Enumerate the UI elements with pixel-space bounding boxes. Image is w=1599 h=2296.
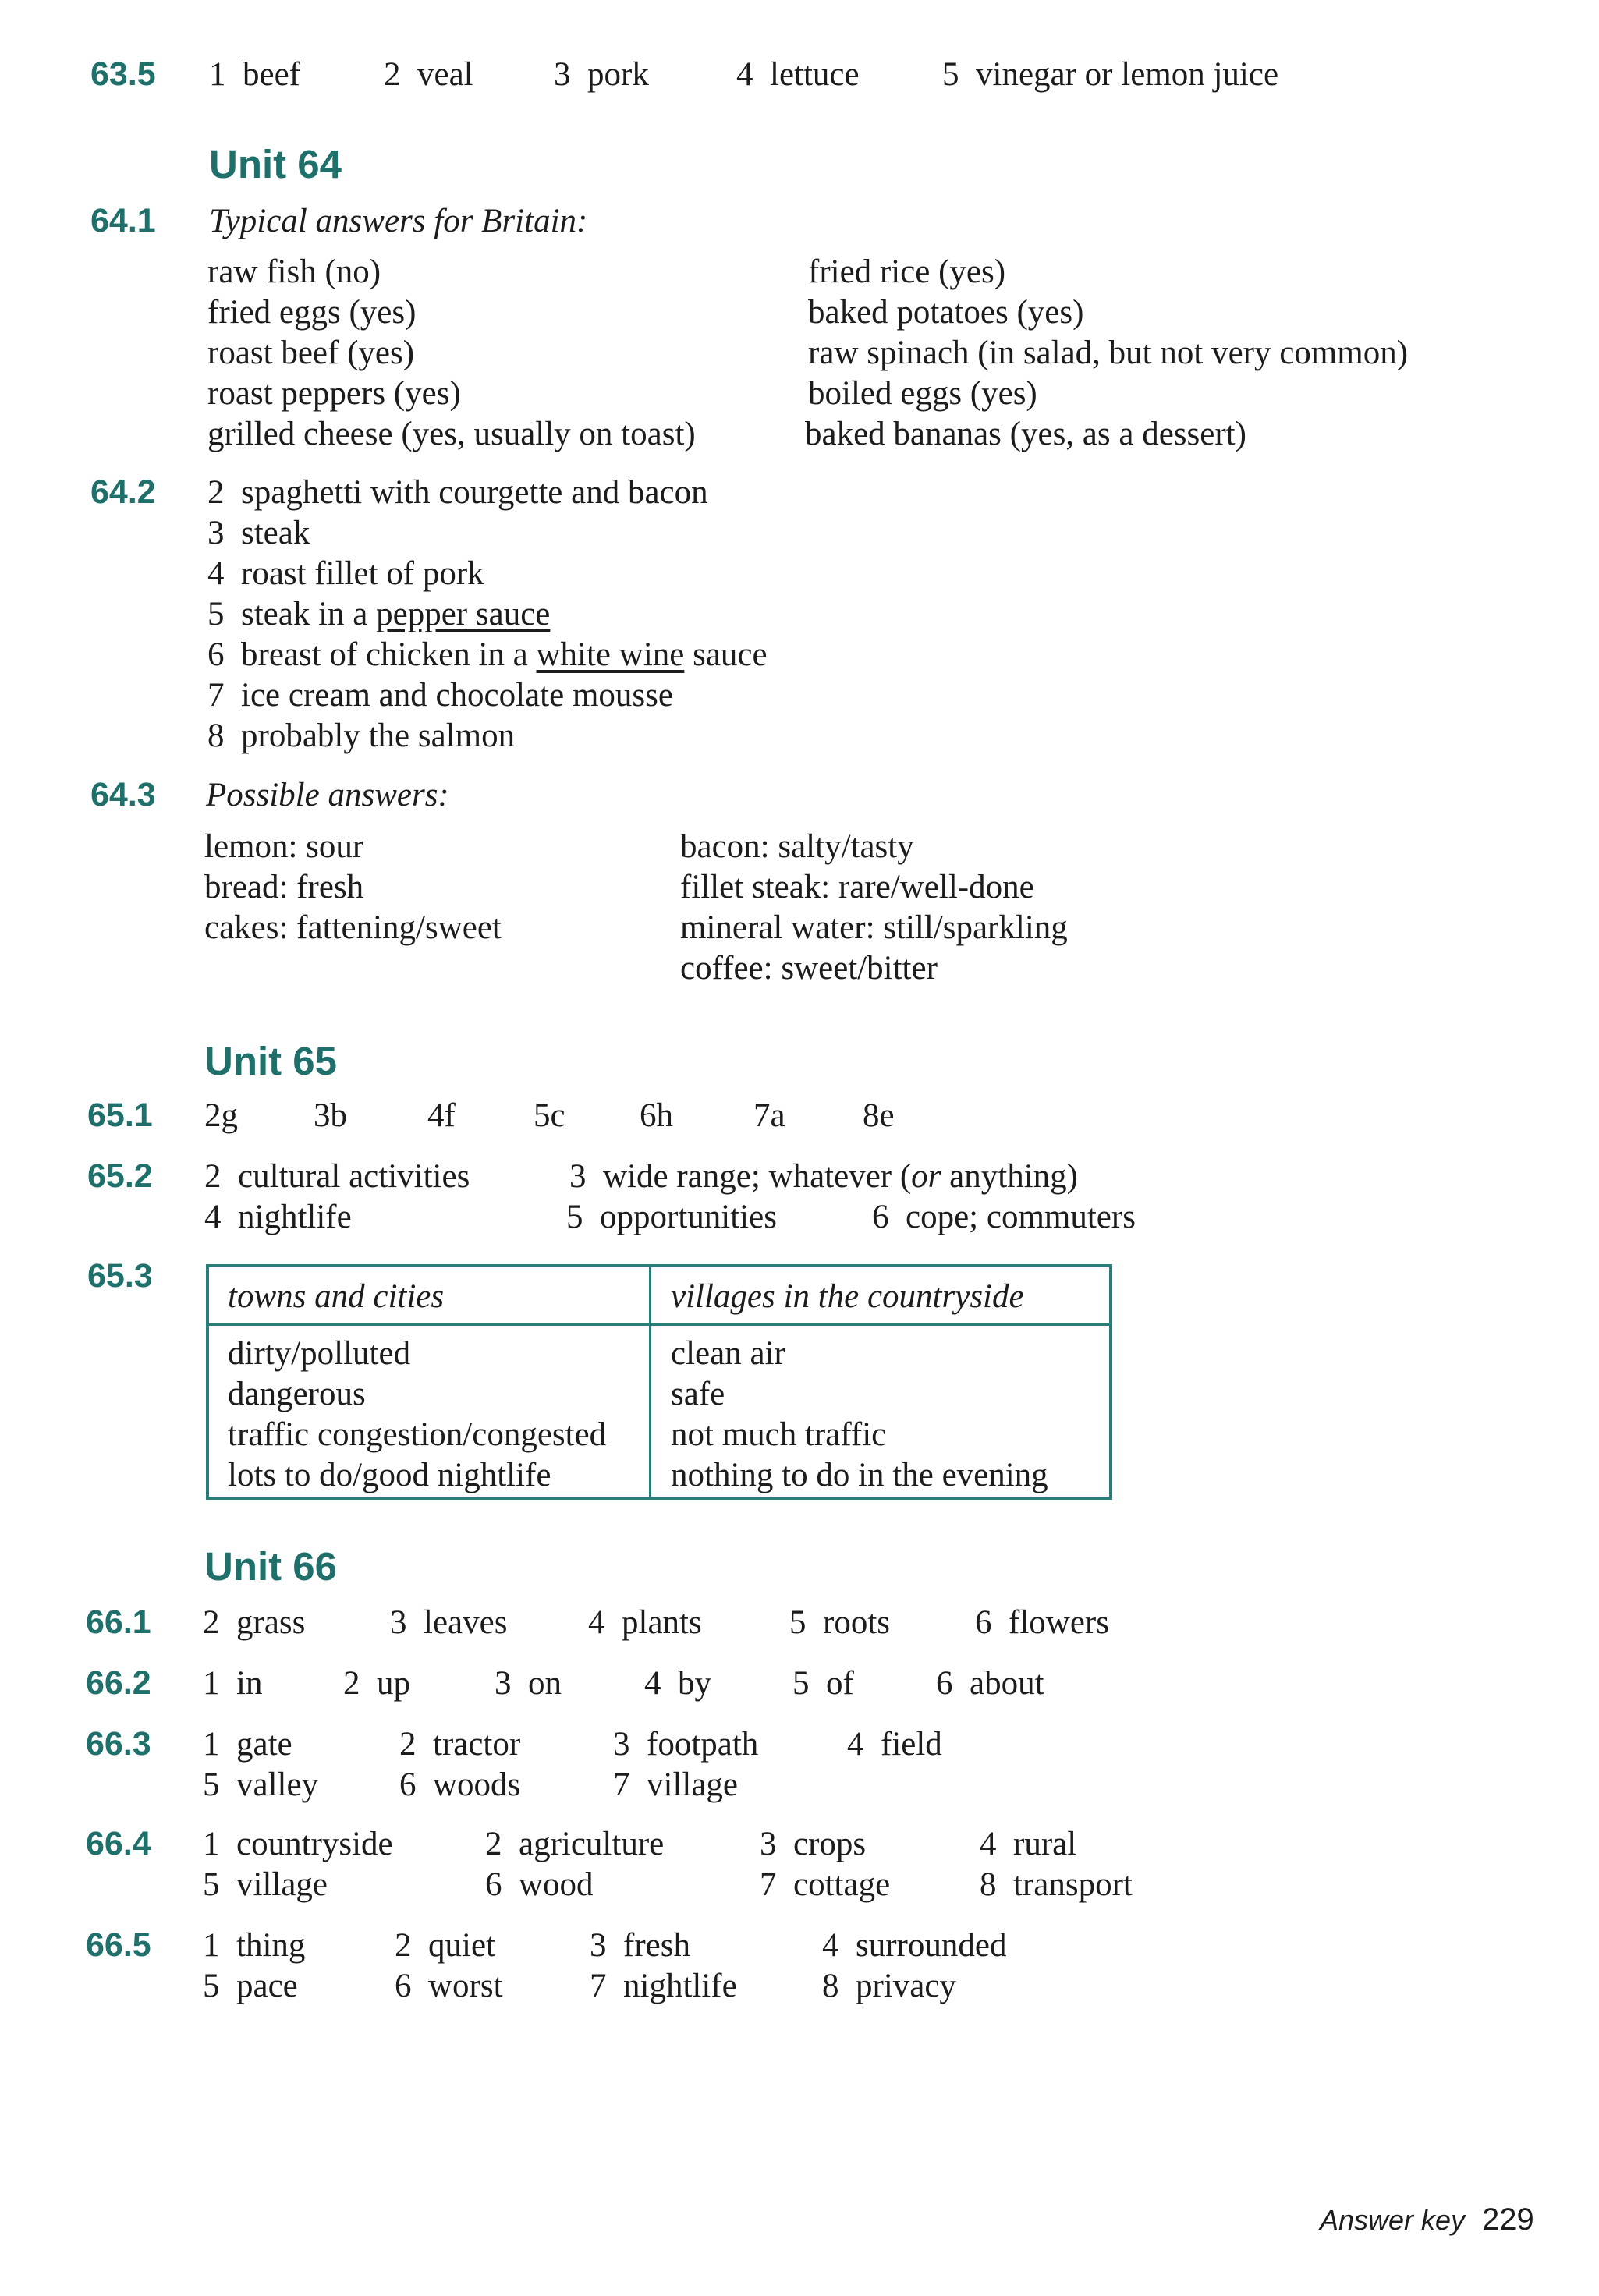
answer-item: 5 village (203, 1866, 328, 1903)
answer-item: 3 leaves (390, 1604, 508, 1641)
answer-line: bread: fresh (204, 869, 364, 905)
answer-item: 6 worst (395, 1968, 503, 2004)
answer-item: 6 about (936, 1665, 1044, 1702)
answer-item: 6 flowers (975, 1604, 1109, 1641)
answer-item: 8e (863, 1097, 895, 1134)
table-header: towns and cities (228, 1278, 445, 1315)
exercise-intro: Possible answers: (206, 777, 449, 813)
answer-item: 6h (640, 1097, 673, 1134)
answer-item: 8 transport (980, 1866, 1133, 1903)
answer-item: 2 spaghetti with courgette and bacon (207, 474, 708, 511)
answer-line: lemon: sour (204, 828, 364, 865)
answer-item: 4 roast fillet of pork (207, 555, 484, 592)
exercise-number: 66.5 (86, 1926, 151, 1964)
exercise-number: 63.5 (90, 55, 156, 93)
answer-item: 5 opportunities (566, 1199, 777, 1235)
table-cell: clean air (671, 1335, 785, 1372)
answer-item: 1 gate (203, 1726, 292, 1763)
exercise-number: 64.2 (90, 473, 156, 511)
answer-item: 5 roots (789, 1604, 890, 1641)
answer-line: roast beef (yes) (207, 335, 415, 371)
answer-item: 1 countryside (203, 1826, 393, 1862)
answer-item: 2 grass (203, 1604, 306, 1641)
table-header-divider (209, 1323, 1109, 1326)
exercise-number: 64.3 (90, 776, 156, 813)
answer-item: 3 on (495, 1665, 562, 1702)
exercise-number: 65.3 (87, 1257, 153, 1295)
answer-item: 5 steak in a pepper sauce (207, 596, 551, 632)
answer-item: 4f (427, 1097, 456, 1134)
table-column-divider (649, 1267, 651, 1497)
answer-line: bacon: salty/tasty (680, 828, 914, 865)
answer-item: 4 surrounded (822, 1927, 1007, 1964)
answer-line: coffee: sweet/bitter (680, 950, 938, 987)
answer-line: boiled eggs (yes) (808, 375, 1037, 412)
answer-line: grilled cheese (yes, usually on toast) (207, 416, 696, 452)
answer-item: 3b (314, 1097, 347, 1134)
answer-line: raw spinach (in salad, but not very common) (808, 335, 1409, 371)
underlined-phrase: white wine (536, 636, 685, 673)
answer-item: 4 nightlife (204, 1199, 352, 1235)
answer-line: fried eggs (yes) (207, 294, 417, 331)
answer-item: 7 nightlife (590, 1968, 737, 2004)
answer-item: 6 cope; commuters (872, 1199, 1136, 1235)
answer-line: baked potatoes (yes) (808, 294, 1084, 331)
answer-line: mineral water: still/sparkling (680, 909, 1068, 946)
answer-item: 2 quiet (395, 1927, 495, 1964)
exercise-number: 65.2 (87, 1157, 153, 1195)
answer-line: cakes: fattening/sweet (204, 909, 502, 946)
answer-item: 5 of (792, 1665, 854, 1702)
table-cell: lots to do/good nightlife (228, 1457, 551, 1493)
exercise-number: 65.1 (87, 1097, 153, 1134)
exercise-number: 66.3 (86, 1725, 151, 1763)
answer-item: 5 vinegar or lemon juice (942, 56, 1279, 93)
comparison-table (206, 1264, 1112, 1500)
answer-item: 6 woods (399, 1766, 521, 1803)
answer-item: 6 wood (485, 1866, 594, 1903)
answer-item: 5 valley (203, 1766, 319, 1803)
answer-line: fried rice (yes) (808, 253, 1006, 290)
footer-section-label: Answer key (1320, 2204, 1466, 2236)
answer-item: 4 plants (588, 1604, 702, 1641)
answer-item: 4 rural (980, 1826, 1077, 1862)
answer-line: raw fish (no) (207, 253, 381, 290)
answer-item: 2 agriculture (485, 1826, 665, 1862)
answer-item: 2 up (343, 1665, 410, 1702)
answer-item: 2 cultural activities (204, 1158, 470, 1195)
answer-line: roast peppers (yes) (207, 375, 461, 412)
answer-item: 3 footpath (613, 1726, 759, 1763)
table-cell: dirty/polluted (228, 1335, 411, 1372)
answer-item: 7 ice cream and chocolate mousse (207, 677, 673, 714)
answer-item: 3 pork (554, 56, 649, 93)
underlined-phrase: pepper sauce (376, 596, 551, 632)
table-cell: traffic congestion/congested (228, 1416, 607, 1453)
answer-item: 7 village (613, 1766, 739, 1803)
table-header: villages in the countryside (671, 1278, 1024, 1315)
answer-item: 1 thing (203, 1927, 306, 1964)
answer-item: 3 wide range; whatever (or anything) (569, 1158, 1078, 1195)
table-cell: nothing to do in the evening (671, 1457, 1048, 1493)
answer-item: 8 probably the salmon (207, 718, 516, 754)
table-cell: not much traffic (671, 1416, 887, 1453)
answer-item: 5c (534, 1097, 566, 1134)
answer-line: baked bananas (yes, as a dessert) (805, 416, 1246, 452)
answer-line: fillet steak: rare/well-done (680, 869, 1034, 905)
answer-item: 3 crops (760, 1826, 867, 1862)
page-number: 229 (1482, 2202, 1534, 2237)
exercise-number: 64.1 (90, 202, 156, 239)
exercise-intro: Typical answers for Britain: (209, 203, 588, 239)
answer-item: 5 pace (203, 1968, 298, 2004)
unit-heading: Unit 66 (204, 1544, 338, 1589)
answer-item: 6 breast of chicken in a white wine sauce (207, 636, 768, 673)
exercise-number: 66.2 (86, 1664, 151, 1702)
answer-item: 2 tractor (399, 1726, 521, 1763)
answer-item: 1 beef (209, 56, 300, 93)
exercise-number: 66.1 (86, 1603, 151, 1641)
exercise-number: 66.4 (86, 1825, 151, 1862)
unit-heading: Unit 64 (209, 142, 342, 186)
answer-item: 7a (753, 1097, 785, 1134)
answer-item: 4 lettuce (736, 56, 860, 93)
answer-item: 2g (204, 1097, 238, 1134)
unit-heading: Unit 65 (204, 1039, 338, 1083)
answer-item: 1 in (203, 1665, 263, 1702)
answer-item: 4 field (847, 1726, 942, 1763)
answer-item: 4 by (644, 1665, 711, 1702)
answer-item: 7 cottage (760, 1866, 891, 1903)
answer-item: 2 veal (384, 56, 473, 93)
answer-item: 3 fresh (590, 1927, 690, 1964)
table-cell: dangerous (228, 1376, 366, 1412)
answer-item: 8 privacy (822, 1968, 956, 2004)
table-cell: safe (671, 1376, 725, 1412)
answer-item: 3 steak (207, 515, 310, 551)
